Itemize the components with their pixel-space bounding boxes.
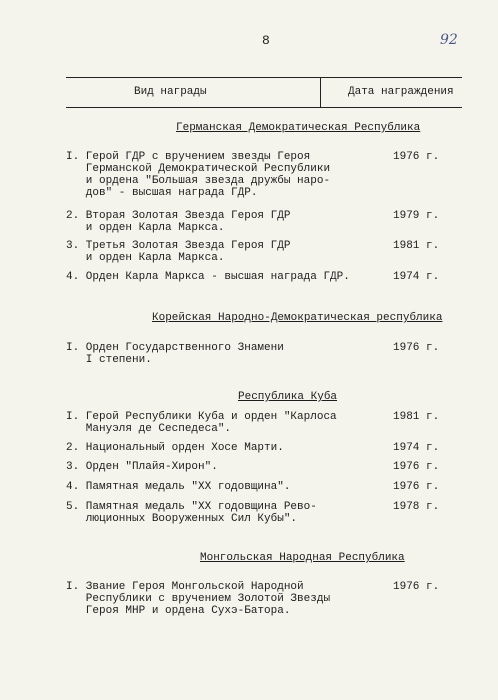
header-bottom-rule xyxy=(66,107,462,108)
award-year: 1979 г. xyxy=(393,210,440,222)
header-award-date: Дата награждения xyxy=(348,86,454,98)
page-number: 8 xyxy=(262,33,270,48)
award-year: 1974 г. xyxy=(393,442,440,454)
award-year: 1976 г. xyxy=(393,481,440,493)
award-year: 1976 г. xyxy=(393,461,440,473)
section-title-dprk: Корейская Народно-Демократическая республика xyxy=(152,312,443,324)
award-item: 2. Национальный орден Хосе Марти. xyxy=(66,442,284,454)
award-item: 4. Памятная медаль "XX годовщина". xyxy=(66,481,291,493)
award-year: 1974 г. xyxy=(393,271,440,283)
award-item: 3. Орден "Плайя-Хирон". xyxy=(66,461,218,473)
section-title-cuba: Республика Куба xyxy=(238,391,338,403)
header-column-divider xyxy=(320,77,321,107)
award-year: 1976 г. xyxy=(393,342,440,354)
award-item: I. Герой ГДР с вручением звезды Героя Германской Демократической Республики и ордена "Большая звезда дружбы наро- дов" - высшая награда ГДР. xyxy=(66,151,331,199)
award-item: 5. Памятная медаль "XX годовщина Рево- люционных Вооруженных Сил Кубы". xyxy=(66,501,317,525)
award-item: 4. Орден Карла Маркса - высшая награда ГДР. xyxy=(66,271,350,283)
handwritten-page-number: 92 xyxy=(440,32,458,48)
award-year: 1976 г. xyxy=(393,581,440,593)
award-item: 2. Вторая Золотая Звезда Героя ГДР и орден Карла Маркса. xyxy=(66,210,291,234)
award-year: 1981 г. xyxy=(393,411,440,423)
award-year: 1981 г. xyxy=(393,240,440,252)
section-title-gdr: Германская Демократическая Республика xyxy=(176,122,421,134)
header-top-rule xyxy=(66,77,462,78)
award-item: I. Звание Героя Монгольской Народной Республики с вручением Золотой Звезды Героя МНР и ордена Сухэ-Батора. xyxy=(66,581,331,617)
section-title-mongolia: Монгольская Народная Республика xyxy=(200,552,405,564)
award-item: I. Орден Государственного Знамени I степени. xyxy=(66,342,284,366)
header-award-type: Вид награды xyxy=(134,86,207,98)
award-year: 1978 г. xyxy=(393,501,440,513)
award-year: 1976 г. xyxy=(393,151,440,163)
award-item: I. Герой Республики Куба и орден "Карлоса Мануэля де Сеспедеса". xyxy=(66,411,337,435)
award-item: 3. Третья Золотая Звезда Героя ГДР и орден Карла Маркса. xyxy=(66,240,291,264)
